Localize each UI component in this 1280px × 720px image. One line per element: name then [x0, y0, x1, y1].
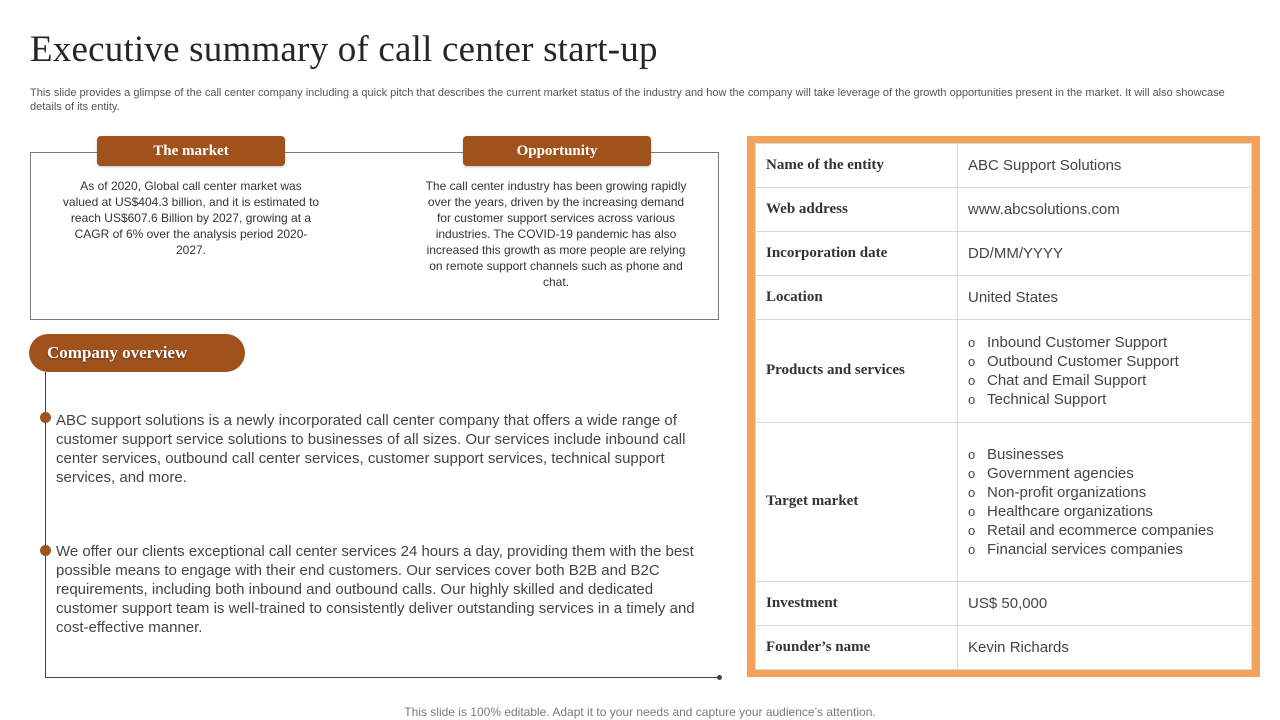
list-item [968, 352, 1241, 371]
list-item [968, 371, 1241, 390]
circle-bullet-icon: o [968, 503, 976, 519]
list-item-text: Non-profit organizations [987, 483, 1147, 501]
list-item-text: Financial services companies [987, 540, 1183, 558]
circle-bullet-icon: o [968, 391, 976, 407]
circle-bullet-icon: o [968, 334, 976, 350]
table-row [756, 232, 1252, 276]
row-value: US$ 50,000 [958, 581, 1252, 625]
row-value: www.abcsolutions.com [958, 188, 1252, 232]
table-row [756, 422, 1252, 581]
row-value [958, 320, 1252, 422]
overview-bullet-dot [40, 412, 51, 423]
row-label: Name of the entity [756, 144, 958, 188]
table-row [756, 276, 1252, 320]
timeline-horizontal-line [45, 677, 720, 678]
list-item [968, 445, 1241, 464]
list-item-text: Technical Support [987, 390, 1107, 408]
row-label: Founder’s name [756, 625, 958, 669]
opportunity-tag: Opportunity [463, 136, 651, 166]
table-row [756, 625, 1252, 669]
list-item [968, 390, 1241, 409]
row-label: Incorporation date [756, 232, 958, 276]
row-label: Investment [756, 581, 958, 625]
table-row [756, 144, 1252, 188]
row-label: Web address [756, 188, 958, 232]
circle-bullet-icon: o [968, 446, 976, 462]
footer-note: This slide is 100% editable. Adapt it to your needs and capture your audience’s attention. [404, 705, 876, 719]
circle-bullet-icon: o [968, 372, 976, 388]
overview-bullet-dot [40, 545, 51, 556]
timeline-end-dot [717, 675, 722, 680]
list-item-text: Retail and ecommerce companies [987, 521, 1214, 539]
list-item-text: Government agencies [987, 464, 1134, 482]
entity-details-table [755, 143, 1252, 670]
page-subtitle: This slide provides a glimpse of the call center company including a quick pitch that describes the current market status of the industry and how the company will take leverage of the growth opportunities present in the market. It will also showcase details of its entity. [30, 87, 1225, 113]
overview-paragraph: ABC support solutions is a newly incorporated call center company that offers a wide range of customer support service solutions to businesses of all sizes. Our services include inbound call center services, outbound call center services, customer support services, technical support services, and more. [56, 412, 686, 486]
circle-bullet-icon: o [968, 541, 976, 557]
circle-bullet-icon: o [968, 484, 976, 500]
row-value: United States [958, 276, 1252, 320]
circle-bullet-icon: o [968, 465, 976, 481]
page-title: Executive summary of call center start-up [30, 29, 658, 70]
row-label: Location [756, 276, 958, 320]
list-item [968, 483, 1241, 502]
list-item [968, 333, 1241, 352]
market-text: As of 2020, Global call center market was valued at US$404.3 billion, and it is estimated to reach US$607.6 Billion by 2027, growing at a CAGR of 6% over the analysis period 2020-2027. [62, 179, 320, 257]
circle-bullet-icon: o [968, 353, 976, 369]
list-item-text: Chat and Email Support [987, 371, 1147, 389]
row-value: DD/MM/YYYY [958, 232, 1252, 276]
table-row [756, 581, 1252, 625]
products-list [968, 333, 1241, 409]
list-item [968, 540, 1241, 559]
table-row [756, 188, 1252, 232]
list-item [968, 521, 1241, 540]
circle-bullet-icon: o [968, 522, 976, 538]
row-value [958, 422, 1252, 581]
market-tag: The market [97, 136, 285, 166]
entity-details-frame [747, 136, 1260, 677]
row-value: ABC Support Solutions [958, 144, 1252, 188]
list-item-text: Healthcare organizations [987, 502, 1153, 520]
table-row [756, 320, 1252, 422]
target-market-list [968, 445, 1241, 559]
overview-paragraph: We offer our clients exceptional call center services 24 hours a day, providing them with the best possible means to engage with their end customers. Our services cover both B2B and B2C requirements, including both inbound and outbound calls. Our highly skilled and dedicated customer support team is well-trained to consistently deliver outstanding services in a timely and cost-effective manner. [56, 543, 695, 636]
opportunity-text: The call center industry has been growing rapidly over the years, driven by the increasing demand for customer support services across various industries. The COVID-19 pandemic has also increased this growth as more people are relying on remote support channels such as phone and chat. [425, 179, 687, 289]
list-item-text: Inbound Customer Support [987, 333, 1168, 351]
list-item-text: Outbound Customer Support [987, 352, 1179, 370]
row-label: Products and services [756, 320, 958, 422]
list-item [968, 502, 1241, 521]
company-overview-tag: Company overview [29, 334, 245, 372]
list-item-text: Businesses [987, 445, 1064, 463]
list-item [968, 464, 1241, 483]
row-value: Kevin Richards [958, 625, 1252, 669]
row-label: Target market [756, 422, 958, 581]
